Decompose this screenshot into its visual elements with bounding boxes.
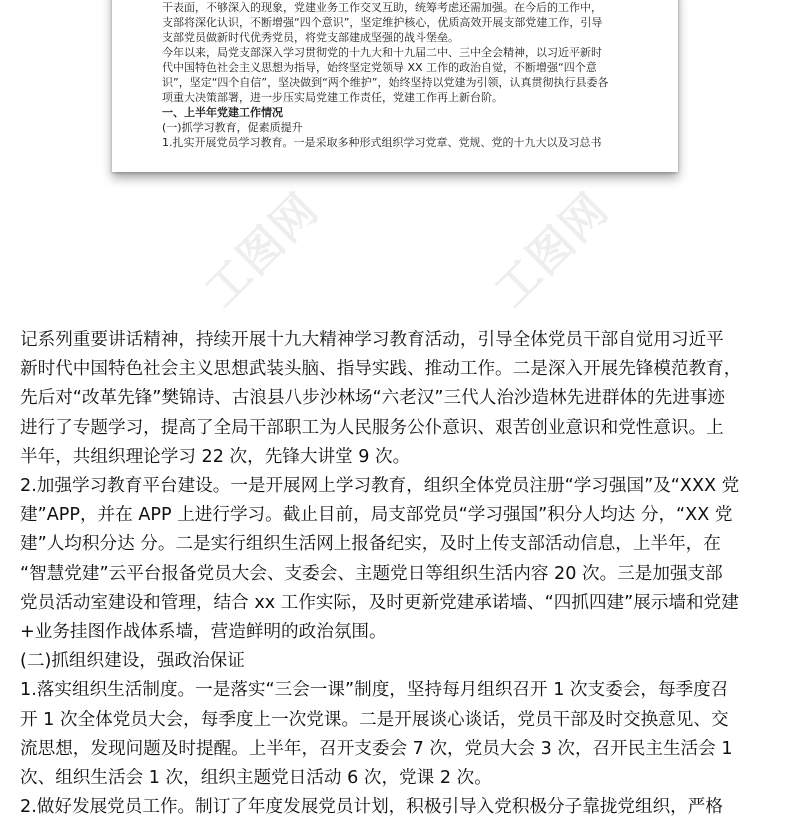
body-line: +业务挂图作战体系墙，营造鲜明的政治氛围。 bbox=[20, 622, 387, 643]
body-line: 流思想，发现问题及时提醒。上半年，召开支委会 7 次，党员大会 3 次，召开民主生活会 1 bbox=[20, 738, 733, 759]
body-line: 建”人均积分达 分。二是实行组织生活网上报备纪实，及时上传支部活动信息，上半年，在 bbox=[20, 534, 721, 555]
preview-line: 识”，坚定“四个自信”，坚决做到“两个维护”，始终坚持以党建为引领，认真贯彻执行县委各 bbox=[162, 76, 609, 89]
body-line: 2.做好发展党员工作。制订了年度发展党员计划，积极引导入党积极分子靠拢党组织，严格 bbox=[20, 797, 723, 818]
body-line: 次、组织生活会 1 次，组织主题党日活动 6 次，党课 2 次。 bbox=[20, 768, 492, 789]
body-line: 建”APP，并在 APP 上进行学习。截止目前，局支部党员“学习强国”积分人均达 分，“XX 党 bbox=[20, 505, 733, 526]
preview-line: 干表面，不够深入的现象，党建业务工作交叉互助，统筹考虑还需加强。在今后的工作中， bbox=[162, 1, 602, 14]
body-line: 2.加强学习教育平台建设。一是开展网上学习教育，组织全体党员注册“学习强国”及“XXX 党 bbox=[20, 476, 740, 497]
preview-line: 1.扎实开展党员学习教育。一是采取多种形式组织学习党章、党规、党的十九大以及习总书 bbox=[162, 136, 602, 149]
document-preview-card[interactable] bbox=[112, 0, 678, 172]
preview-line: 支部党员做新时代优秀党员，将党支部建成坚强的战斗堡垒。 bbox=[162, 31, 459, 44]
preview-line: 代中国特色社会主义思想为指导，始终坚定党领导 XX 工作的政治自觉，不断增强“四个意 bbox=[162, 61, 597, 74]
document-body bbox=[20, 326, 784, 822]
body-line: 党员活动室建设和管理，结合 xx 工作实际，及时更新党建承诺墙、“四抓四建”展示墙和党建 bbox=[20, 592, 739, 613]
body-line: 先后对“改革先锋”樊锦诗、古浪县八步沙林场“六老汉”三代人治沙造林先进群体的先进事迹 bbox=[20, 388, 726, 409]
body-line: “智慧党建”云平台报备党员大会、支委会、主题党日等组织生活内容 20 次。三是加强支部 bbox=[20, 563, 723, 584]
body-line: 1.落实组织生活制度。一是落实“三会一课”制度，坚持每月组织召开 1 次支委会，每季度召 bbox=[20, 680, 729, 701]
watermark-logo: 工图网 bbox=[485, 183, 620, 318]
body-line: 记系列重要讲话精神，持续开展十九大精神学习教育活动，引导全体党员干部自觉用习近平 bbox=[20, 330, 724, 350]
document-preview-text bbox=[162, 0, 642, 150]
preview-line: 项重大决策部署，进一步压实局党建工作责任，党建工作再上新台阶。 bbox=[162, 91, 503, 104]
body-line: 半年，共组织理论学习 22 次，先锋大讲堂 9 次。 bbox=[20, 446, 411, 467]
preview-subheading: (一)抓学习教育，促素质提升 bbox=[162, 121, 303, 134]
preview-line: 支部将深化认识，不断增强“四个意识”，坚定维护核心，优质高效开展支部党建工作，引导 bbox=[162, 16, 603, 29]
preview-section-heading: 一、上半年党建工作情况 bbox=[162, 106, 283, 119]
preview-line: 今年以来，局党支部深入学习贯彻党的十九大和十九届二中、三中全会精神，以习近平新时 bbox=[162, 46, 602, 59]
document-preview-banner bbox=[0, 0, 800, 320]
body-line: 进行了专题学习，提高了全局干部职工为人民服务公仆意识、艰苦创业意识和党性意识。上 bbox=[20, 417, 724, 438]
section-subheading: (二)抓组织建设，强政治保证 bbox=[20, 651, 245, 672]
body-line: 新时代中国特色社会主义思想武装头脑、指导实践、推动工作。二是深入开展先锋模范教育， bbox=[20, 359, 742, 380]
watermark-logo: 工图网 bbox=[195, 183, 330, 318]
body-line: 开 1 次全体党员大会，每季度上一次党课。二是开展谈心谈话，党员干部及时交换意见、交 bbox=[20, 709, 729, 730]
